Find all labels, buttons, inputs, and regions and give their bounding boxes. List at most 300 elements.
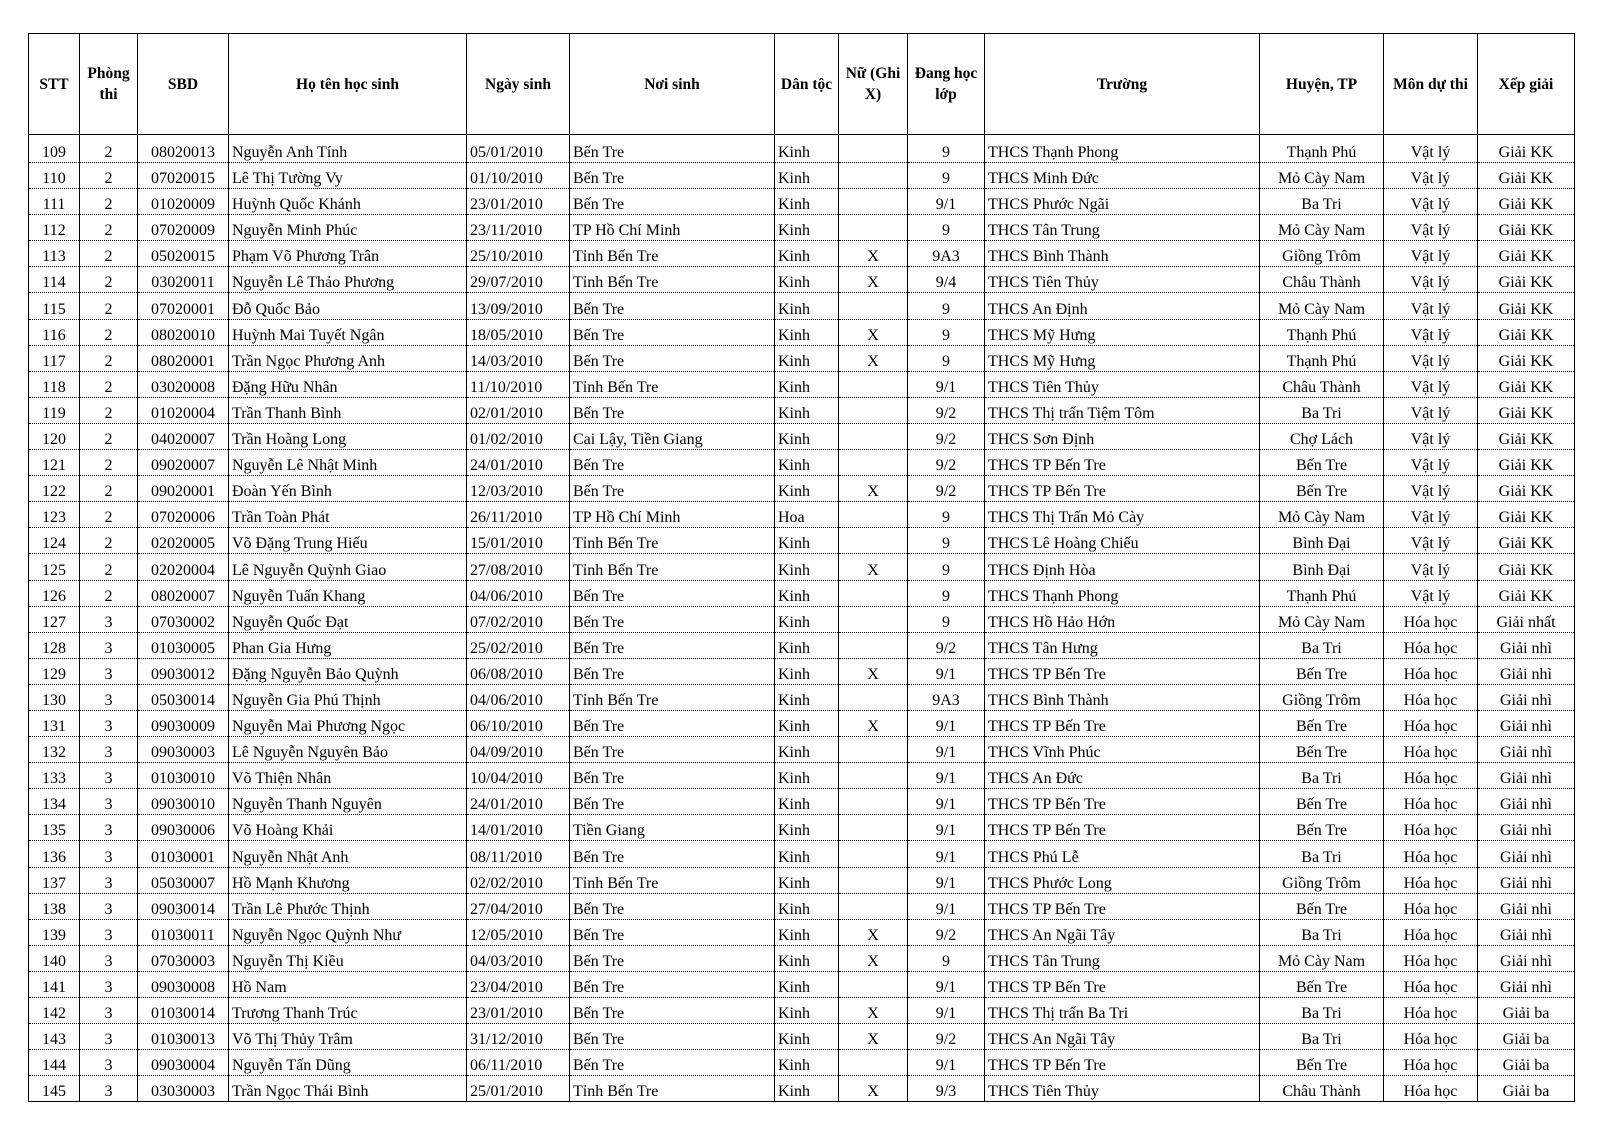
- cell-sbd: 01020009: [138, 189, 229, 215]
- cell-huyen: Chợ Lách: [1260, 423, 1384, 449]
- cell-stt: 133: [29, 763, 80, 789]
- cell-ngay-sinh: 23/01/2010: [467, 998, 570, 1024]
- cell-noi-sinh: Bến Tre: [570, 397, 775, 423]
- cell-lop: 9/1: [908, 789, 985, 815]
- cell-xep-giai: Giải KK: [1478, 397, 1575, 423]
- cell-phong-thi: 3: [80, 945, 138, 971]
- cell-huyen: Ba Tri: [1260, 763, 1384, 789]
- cell-nu: [839, 371, 908, 397]
- table-row: [29, 528, 1575, 554]
- cell-sbd: 01030001: [138, 841, 229, 867]
- cell-huyen: Mỏ Cày Nam: [1260, 945, 1384, 971]
- table-row: [29, 606, 1575, 632]
- cell-truong: THCS TP Bến Tre: [985, 971, 1260, 997]
- cell-sbd: 08020013: [138, 135, 229, 163]
- cell-sbd: 01030005: [138, 632, 229, 658]
- table-row: [29, 293, 1575, 319]
- cell-truong: THCS Phước Long: [985, 867, 1260, 893]
- table-row: [29, 215, 1575, 241]
- cell-ho-ten: Trần Lê Phước Thịnh: [229, 893, 467, 919]
- cell-sbd: 08020001: [138, 345, 229, 371]
- cell-nu: X: [839, 919, 908, 945]
- cell-ngay-sinh: 06/10/2010: [467, 710, 570, 736]
- cell-xep-giai: Giải nhì: [1478, 841, 1575, 867]
- cell-truong: THCS TP Bến Tre: [985, 450, 1260, 476]
- cell-huyen: Bến Tre: [1260, 450, 1384, 476]
- cell-ngay-sinh: 18/05/2010: [467, 319, 570, 345]
- cell-ho-ten: Hồ Mạnh Khương: [229, 867, 467, 893]
- cell-mon: Hóa học: [1384, 684, 1478, 710]
- cell-stt: 144: [29, 1050, 80, 1076]
- cell-noi-sinh: Bến Tre: [570, 606, 775, 632]
- cell-nu: [839, 528, 908, 554]
- cell-xep-giai: Giải nhì: [1478, 893, 1575, 919]
- cell-dan-toc: Kinh: [775, 345, 839, 371]
- cell-lop: 9/1: [908, 763, 985, 789]
- cell-phong-thi: 2: [80, 163, 138, 189]
- cell-mon: Vật lý: [1384, 267, 1478, 293]
- cell-lop: 9/2: [908, 476, 985, 502]
- cell-xep-giai: Giải KK: [1478, 267, 1575, 293]
- cell-lop: 9: [908, 580, 985, 606]
- cell-stt: 126: [29, 580, 80, 606]
- cell-stt: 125: [29, 554, 80, 580]
- table-row: [29, 163, 1575, 189]
- cell-dan-toc: Kinh: [775, 267, 839, 293]
- cell-noi-sinh: Tỉnh Bến Tre: [570, 241, 775, 267]
- cell-phong-thi: 3: [80, 841, 138, 867]
- cell-phong-thi: 2: [80, 135, 138, 163]
- cell-mon: Hóa học: [1384, 606, 1478, 632]
- table-row: [29, 919, 1575, 945]
- cell-truong: THCS TP Bến Tre: [985, 658, 1260, 684]
- table-row: [29, 632, 1575, 658]
- cell-phong-thi: 3: [80, 867, 138, 893]
- cell-huyen: Mỏ Cày Nam: [1260, 163, 1384, 189]
- cell-nu: X: [839, 319, 908, 345]
- cell-dan-toc: Kinh: [775, 841, 839, 867]
- cell-truong: THCS Định Hòa: [985, 554, 1260, 580]
- cell-mon: Hóa học: [1384, 971, 1478, 997]
- cell-noi-sinh: Tỉnh Bến Tre: [570, 1076, 775, 1102]
- cell-ho-ten: Võ Đặng Trung Hiếu: [229, 528, 467, 554]
- cell-lop: 9/1: [908, 867, 985, 893]
- cell-dan-toc: Kinh: [775, 476, 839, 502]
- cell-nu: X: [839, 241, 908, 267]
- cell-ho-ten: Đoàn Yến Bình: [229, 476, 467, 502]
- cell-ngay-sinh: 27/04/2010: [467, 893, 570, 919]
- cell-mon: Vật lý: [1384, 215, 1478, 241]
- cell-sbd: 03020011: [138, 267, 229, 293]
- col-header-ngay-sinh: Ngày sinh: [467, 34, 570, 135]
- cell-noi-sinh: Cai Lậy, Tiền Giang: [570, 423, 775, 449]
- table-row: [29, 658, 1575, 684]
- cell-phong-thi: 3: [80, 737, 138, 763]
- cell-truong: THCS An Định: [985, 293, 1260, 319]
- cell-ho-ten: Lê Nguyễn Quỳnh Giao: [229, 554, 467, 580]
- cell-truong: THCS An Ngãi Tây: [985, 1024, 1260, 1050]
- cell-noi-sinh: Bến Tre: [570, 135, 775, 163]
- cell-sbd: 01030013: [138, 1024, 229, 1050]
- cell-dan-toc: Kinh: [775, 554, 839, 580]
- cell-stt: 128: [29, 632, 80, 658]
- cell-sbd: 01030011: [138, 919, 229, 945]
- cell-ngay-sinh: 15/01/2010: [467, 528, 570, 554]
- cell-lop: 9A3: [908, 684, 985, 710]
- cell-truong: THCS Lê Hoàng Chiếu: [985, 528, 1260, 554]
- cell-ngay-sinh: 31/12/2010: [467, 1024, 570, 1050]
- col-header-dan-toc: Dân tộc: [775, 34, 839, 135]
- table-row: [29, 737, 1575, 763]
- cell-noi-sinh: Bến Tre: [570, 737, 775, 763]
- cell-lop: 9: [908, 606, 985, 632]
- cell-lop: 9/2: [908, 632, 985, 658]
- cell-huyen: Thạnh Phú: [1260, 135, 1384, 163]
- cell-nu: [839, 215, 908, 241]
- cell-ho-ten: Trần Toàn Phát: [229, 502, 467, 528]
- cell-noi-sinh: Bến Tre: [570, 971, 775, 997]
- cell-mon: Vật lý: [1384, 554, 1478, 580]
- cell-truong: THCS Thị trấn Ba Tri: [985, 998, 1260, 1024]
- cell-ho-ten: Trần Thanh Bình: [229, 397, 467, 423]
- cell-phong-thi: 2: [80, 476, 138, 502]
- cell-huyen: Châu Thành: [1260, 371, 1384, 397]
- cell-xep-giai: Giải KK: [1478, 293, 1575, 319]
- cell-huyen: Bến Tre: [1260, 737, 1384, 763]
- cell-mon: Hóa học: [1384, 632, 1478, 658]
- cell-ngay-sinh: 23/01/2010: [467, 189, 570, 215]
- cell-dan-toc: Kinh: [775, 423, 839, 449]
- cell-huyen: Mỏ Cày Nam: [1260, 502, 1384, 528]
- cell-mon: Vật lý: [1384, 476, 1478, 502]
- cell-sbd: 09030012: [138, 658, 229, 684]
- cell-mon: Hóa học: [1384, 815, 1478, 841]
- cell-noi-sinh: Tiền Giang: [570, 815, 775, 841]
- cell-xep-giai: Giải nhì: [1478, 632, 1575, 658]
- cell-lop: 9: [908, 528, 985, 554]
- cell-ngay-sinh: 04/09/2010: [467, 737, 570, 763]
- cell-ngay-sinh: 23/04/2010: [467, 971, 570, 997]
- table-row: [29, 241, 1575, 267]
- cell-dan-toc: Kinh: [775, 189, 839, 215]
- table-row: [29, 423, 1575, 449]
- cell-phong-thi: 2: [80, 528, 138, 554]
- cell-dan-toc: Kinh: [775, 135, 839, 163]
- cell-huyen: Châu Thành: [1260, 267, 1384, 293]
- cell-xep-giai: Giải KK: [1478, 580, 1575, 606]
- table-row: [29, 815, 1575, 841]
- cell-nu: [839, 632, 908, 658]
- table-row: [29, 710, 1575, 736]
- col-header-truong: Trường: [985, 34, 1260, 135]
- table-row: [29, 267, 1575, 293]
- cell-xep-giai: Giải nhì: [1478, 945, 1575, 971]
- cell-phong-thi: 2: [80, 215, 138, 241]
- cell-dan-toc: Kinh: [775, 371, 839, 397]
- cell-dan-toc: Kinh: [775, 945, 839, 971]
- cell-noi-sinh: TP Hồ Chí Minh: [570, 502, 775, 528]
- table-row: [29, 189, 1575, 215]
- cell-lop: 9: [908, 319, 985, 345]
- cell-ngay-sinh: 02/02/2010: [467, 867, 570, 893]
- cell-huyen: Thạnh Phú: [1260, 345, 1384, 371]
- cell-huyen: Bến Tre: [1260, 971, 1384, 997]
- cell-sbd: 07030002: [138, 606, 229, 632]
- cell-dan-toc: Kinh: [775, 971, 839, 997]
- cell-stt: 124: [29, 528, 80, 554]
- cell-ho-ten: Nguyễn Mai Phương Ngọc: [229, 710, 467, 736]
- cell-xep-giai: Giải nhì: [1478, 763, 1575, 789]
- table-row: [29, 502, 1575, 528]
- cell-mon: Hóa học: [1384, 945, 1478, 971]
- cell-stt: 136: [29, 841, 80, 867]
- cell-nu: X: [839, 658, 908, 684]
- table-row: [29, 319, 1575, 345]
- table-row: [29, 371, 1575, 397]
- cell-nu: [839, 135, 908, 163]
- cell-ho-ten: Phan Gia Hưng: [229, 632, 467, 658]
- cell-lop: 9/1: [908, 893, 985, 919]
- cell-lop: 9/1: [908, 971, 985, 997]
- cell-xep-giai: Giải ba: [1478, 1024, 1575, 1050]
- col-header-nu: Nữ (Ghi X): [839, 34, 908, 135]
- cell-ho-ten: Nguyễn Minh Phúc: [229, 215, 467, 241]
- cell-ngay-sinh: 04/06/2010: [467, 684, 570, 710]
- table-row: [29, 841, 1575, 867]
- cell-mon: Vật lý: [1384, 135, 1478, 163]
- cell-ho-ten: Nguyễn Gia Phú Thịnh: [229, 684, 467, 710]
- cell-stt: 109: [29, 135, 80, 163]
- cell-noi-sinh: Bến Tre: [570, 293, 775, 319]
- cell-stt: 139: [29, 919, 80, 945]
- cell-noi-sinh: Bến Tre: [570, 189, 775, 215]
- cell-sbd: 08020007: [138, 580, 229, 606]
- cell-huyen: Mỏ Cày Nam: [1260, 606, 1384, 632]
- cell-dan-toc: Kinh: [775, 606, 839, 632]
- cell-dan-toc: Kinh: [775, 763, 839, 789]
- cell-phong-thi: 3: [80, 684, 138, 710]
- cell-xep-giai: Giải KK: [1478, 554, 1575, 580]
- cell-mon: Vật lý: [1384, 397, 1478, 423]
- col-header-sbd: SBD: [138, 34, 229, 135]
- cell-truong: THCS Vĩnh Phúc: [985, 737, 1260, 763]
- cell-truong: THCS Tân Trung: [985, 215, 1260, 241]
- cell-ngay-sinh: 12/03/2010: [467, 476, 570, 502]
- cell-xep-giai: Giải KK: [1478, 215, 1575, 241]
- cell-phong-thi: 3: [80, 658, 138, 684]
- cell-ngay-sinh: 04/03/2010: [467, 945, 570, 971]
- cell-truong: THCS Mỹ Hưng: [985, 319, 1260, 345]
- table-row: [29, 135, 1575, 163]
- cell-stt: 137: [29, 867, 80, 893]
- cell-huyen: Mỏ Cày Nam: [1260, 293, 1384, 319]
- cell-stt: 120: [29, 423, 80, 449]
- cell-huyen: Bến Tre: [1260, 815, 1384, 841]
- cell-nu: [839, 737, 908, 763]
- cell-dan-toc: Hoa: [775, 502, 839, 528]
- cell-phong-thi: 3: [80, 632, 138, 658]
- cell-stt: 132: [29, 737, 80, 763]
- cell-lop: 9/2: [908, 450, 985, 476]
- table-row: [29, 1076, 1575, 1102]
- cell-sbd: 07020009: [138, 215, 229, 241]
- cell-ngay-sinh: 01/02/2010: [467, 423, 570, 449]
- cell-noi-sinh: Bến Tre: [570, 763, 775, 789]
- cell-ngay-sinh: 23/11/2010: [467, 215, 570, 241]
- cell-dan-toc: Kinh: [775, 293, 839, 319]
- cell-ngay-sinh: 13/09/2010: [467, 293, 570, 319]
- cell-lop: 9/1: [908, 998, 985, 1024]
- cell-ho-ten: Nguyễn Anh Tính: [229, 135, 467, 163]
- cell-truong: THCS Phước Ngãi: [985, 189, 1260, 215]
- cell-phong-thi: 2: [80, 345, 138, 371]
- cell-nu: [839, 189, 908, 215]
- cell-mon: Hóa học: [1384, 763, 1478, 789]
- cell-xep-giai: Giải KK: [1478, 135, 1575, 163]
- cell-sbd: 03030003: [138, 1076, 229, 1102]
- cell-lop: 9: [908, 215, 985, 241]
- cell-ngay-sinh: 11/10/2010: [467, 371, 570, 397]
- cell-ho-ten: Lê Nguyễn Nguyên Bảo: [229, 737, 467, 763]
- col-header-huyen: Huyện, TP: [1260, 34, 1384, 135]
- cell-noi-sinh: Bến Tre: [570, 893, 775, 919]
- cell-dan-toc: Kinh: [775, 1050, 839, 1076]
- cell-dan-toc: Kinh: [775, 684, 839, 710]
- cell-noi-sinh: Bến Tre: [570, 632, 775, 658]
- cell-truong: THCS TP Bến Tre: [985, 476, 1260, 502]
- cell-sbd: 09030006: [138, 815, 229, 841]
- cell-stt: 116: [29, 319, 80, 345]
- col-header-stt: STT: [29, 34, 80, 135]
- cell-lop: 9: [908, 345, 985, 371]
- cell-mon: Hóa học: [1384, 998, 1478, 1024]
- cell-ngay-sinh: 01/10/2010: [467, 163, 570, 189]
- cell-ho-ten: Phạm Võ Phương Trân: [229, 241, 467, 267]
- cell-ngay-sinh: 25/10/2010: [467, 241, 570, 267]
- cell-xep-giai: Giải nhất: [1478, 606, 1575, 632]
- cell-ho-ten: Trần Hoàng Long: [229, 423, 467, 449]
- table-row: [29, 945, 1575, 971]
- cell-ngay-sinh: 05/01/2010: [467, 135, 570, 163]
- cell-ngay-sinh: 08/11/2010: [467, 841, 570, 867]
- cell-ngay-sinh: 07/02/2010: [467, 606, 570, 632]
- cell-huyen: Ba Tri: [1260, 632, 1384, 658]
- cell-mon: Hóa học: [1384, 893, 1478, 919]
- cell-sbd: 09030003: [138, 737, 229, 763]
- cell-stt: 119: [29, 397, 80, 423]
- cell-sbd: 01030014: [138, 998, 229, 1024]
- cell-huyen: Thạnh Phú: [1260, 319, 1384, 345]
- cell-mon: Vật lý: [1384, 293, 1478, 319]
- cell-huyen: Ba Tri: [1260, 919, 1384, 945]
- cell-lop: 9: [908, 135, 985, 163]
- cell-truong: THCS Thị trấn Tiệm Tôm: [985, 397, 1260, 423]
- cell-stt: 138: [29, 893, 80, 919]
- cell-nu: X: [839, 345, 908, 371]
- cell-dan-toc: Kinh: [775, 163, 839, 189]
- cell-ngay-sinh: 14/01/2010: [467, 815, 570, 841]
- cell-sbd: 09020007: [138, 450, 229, 476]
- cell-ho-ten: Huỳnh Quốc Khánh: [229, 189, 467, 215]
- cell-lop: 9/1: [908, 371, 985, 397]
- cell-truong: THCS An Ngãi Tây: [985, 919, 1260, 945]
- cell-phong-thi: 3: [80, 971, 138, 997]
- cell-nu: X: [839, 476, 908, 502]
- cell-dan-toc: Kinh: [775, 737, 839, 763]
- cell-ngay-sinh: 10/04/2010: [467, 763, 570, 789]
- table-row: [29, 476, 1575, 502]
- cell-sbd: 09030010: [138, 789, 229, 815]
- table-row: [29, 554, 1575, 580]
- cell-huyen: Bình Đại: [1260, 554, 1384, 580]
- cell-ngay-sinh: 25/02/2010: [467, 632, 570, 658]
- cell-phong-thi: 3: [80, 815, 138, 841]
- cell-lop: 9/2: [908, 919, 985, 945]
- cell-phong-thi: 3: [80, 1050, 138, 1076]
- cell-xep-giai: Giải nhì: [1478, 737, 1575, 763]
- cell-xep-giai: Giải KK: [1478, 241, 1575, 267]
- cell-phong-thi: 3: [80, 998, 138, 1024]
- cell-ngay-sinh: 06/11/2010: [467, 1050, 570, 1076]
- cell-mon: Hóa học: [1384, 737, 1478, 763]
- cell-mon: Hóa học: [1384, 789, 1478, 815]
- cell-truong: THCS Tiên Thủy: [985, 267, 1260, 293]
- cell-huyen: Bến Tre: [1260, 1050, 1384, 1076]
- cell-ngay-sinh: 29/07/2010: [467, 267, 570, 293]
- cell-xep-giai: Giải KK: [1478, 528, 1575, 554]
- cell-truong: THCS An Đức: [985, 763, 1260, 789]
- cell-noi-sinh: Tỉnh Bến Tre: [570, 554, 775, 580]
- cell-ngay-sinh: 06/08/2010: [467, 658, 570, 684]
- cell-ho-ten: Nguyễn Ngọc Quỳnh Như: [229, 919, 467, 945]
- cell-stt: 142: [29, 998, 80, 1024]
- cell-truong: THCS Thạnh Phong: [985, 580, 1260, 606]
- cell-lop: 9/2: [908, 423, 985, 449]
- cell-ho-ten: Đặng Hữu Nhân: [229, 371, 467, 397]
- table-row: [29, 867, 1575, 893]
- cell-sbd: 01020004: [138, 397, 229, 423]
- cell-truong: THCS Mỹ Hưng: [985, 345, 1260, 371]
- cell-ho-ten: Nguyễn Quốc Đạt: [229, 606, 467, 632]
- table-row: [29, 1050, 1575, 1076]
- cell-noi-sinh: Bến Tre: [570, 345, 775, 371]
- cell-xep-giai: Giải nhì: [1478, 815, 1575, 841]
- cell-truong: THCS Phú Lễ: [985, 841, 1260, 867]
- cell-stt: 129: [29, 658, 80, 684]
- cell-nu: [839, 684, 908, 710]
- cell-stt: 123: [29, 502, 80, 528]
- cell-lop: 9/1: [908, 189, 985, 215]
- cell-dan-toc: Kinh: [775, 1076, 839, 1102]
- cell-truong: THCS Thị Trấn Mỏ Cày: [985, 502, 1260, 528]
- cell-lop: 9/3: [908, 1076, 985, 1102]
- cell-dan-toc: Kinh: [775, 241, 839, 267]
- cell-lop: 9/1: [908, 737, 985, 763]
- cell-lop: 9A3: [908, 241, 985, 267]
- cell-mon: Vật lý: [1384, 502, 1478, 528]
- col-header-ho-ten: Họ tên học sinh: [229, 34, 467, 135]
- cell-xep-giai: Giải KK: [1478, 319, 1575, 345]
- cell-xep-giai: Giải nhì: [1478, 789, 1575, 815]
- cell-lop: 9/2: [908, 397, 985, 423]
- cell-noi-sinh: Bến Tre: [570, 945, 775, 971]
- cell-truong: THCS Thạnh Phong: [985, 135, 1260, 163]
- cell-noi-sinh: Bến Tre: [570, 998, 775, 1024]
- cell-stt: 113: [29, 241, 80, 267]
- cell-noi-sinh: Bến Tre: [570, 580, 775, 606]
- cell-mon: Hóa học: [1384, 1076, 1478, 1102]
- cell-mon: Hóa học: [1384, 867, 1478, 893]
